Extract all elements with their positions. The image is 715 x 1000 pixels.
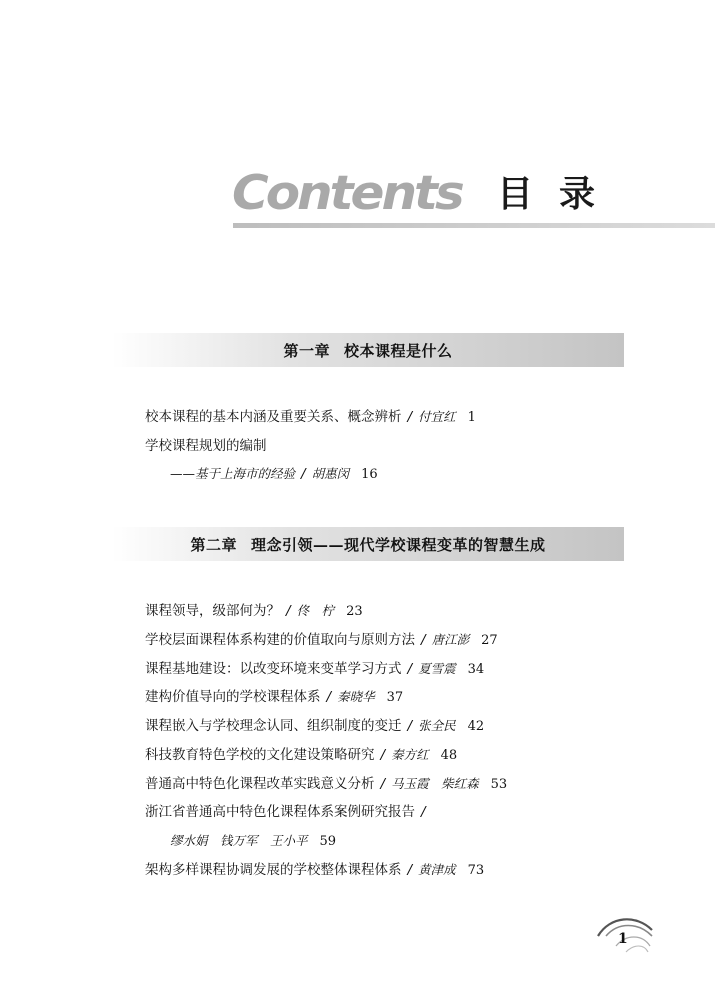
entry-author: 秦方红 [391,747,429,762]
entry-title: 课程嵌入与学校理念认同、组织制度的变迁 [145,718,402,734]
toc-entry[interactable] [145,631,498,650]
entry-page: 53 [490,777,508,792]
entry-page: 48 [440,748,458,763]
page-title: 目录 [497,174,622,215]
chapter-2-name: 理念引领——现代学校课程变革的智慧生成 [251,536,546,554]
entry-author: 张全民 [418,718,456,733]
chapter-1-bar [112,333,624,367]
toc-entry[interactable] [145,775,507,794]
chapter-1-title [112,340,624,361]
entry-page: 42 [467,719,485,734]
separator: / [421,632,426,648]
entry-page: 73 [467,863,485,878]
contents-word: Contents [232,165,462,221]
chapter-2-number: 第二章 [190,536,237,554]
toc-entry[interactable] [145,803,432,821]
chapter-2-bar [112,527,624,561]
toc-entry[interactable] [145,717,484,736]
entry-title: 建构价值导向的学校课程体系 [145,689,321,705]
chapter-1-number: 第一章 [283,342,330,360]
entry-title: 架构多样课程协调发展的学校整体课程体系 [145,862,402,878]
entry-page: 37 [386,690,404,705]
separator: / [407,661,413,677]
heading-rule [233,223,715,228]
entry-title: 课程领导，级部何为？ [145,603,280,619]
page-number: 1 [618,931,628,947]
toc-entry[interactable] [145,602,363,621]
separator: / [380,776,386,792]
entry-author: 佟 柠 [296,603,335,618]
separator: / [286,603,291,619]
separator: / [380,747,386,763]
toc-entry[interactable] [145,746,457,765]
entry-page: 16 [361,467,378,482]
entry-page: 59 [319,834,337,849]
entry-page: 23 [346,604,363,619]
separator: / [421,804,426,820]
entry-page: 27 [481,633,498,648]
separator: / [407,409,413,425]
separator: / [407,718,413,734]
separator: / [301,466,306,482]
toc-entry[interactable] [145,408,476,427]
toc-entry[interactable] [145,861,484,880]
entry-title: 学校课程规划的编制 [145,438,267,454]
entry-page: 34 [467,662,485,677]
toc-entry[interactable] [145,688,403,707]
entry-title: 学校层面课程体系构建的价值取向与原则方法 [145,632,415,648]
entry-title: 普通高中特色化课程改革实践意义分析 [145,776,375,792]
toc-entry-subtitle[interactable] [170,465,378,484]
entry-author: 夏雪震 [418,661,456,676]
entry-author: 黄津成 [418,862,456,877]
entry-author: 唐江澎 [431,632,470,647]
chapter-2-title [112,534,624,555]
entry-subtitle: ——基于上海市的经验 [170,466,296,481]
entry-author: 胡惠闵 [311,466,350,481]
toc-entry[interactable] [145,660,484,679]
entry-title: 浙江省普通高中特色化课程体系案例研究报告 [145,804,415,820]
entry-title: 课程基地建设：以改变环境来变革学习方式 [145,661,402,677]
toc-entry[interactable] [145,437,267,455]
entry-page: 1 [467,410,476,425]
entry-title: 校本课程的基本内涵及重要关系、概念辨析 [145,409,402,425]
entry-author: 马玉霞 柴红森 [391,776,479,791]
separator: / [407,862,413,878]
entry-author: 秦晓华 [337,689,375,704]
entry-author: 缪水娟 钱万军 王小平 [170,833,308,848]
entry-title: 科技教育特色学校的文化建设策略研究 [145,747,375,763]
chapter-1-name: 校本课程是什么 [344,342,453,360]
entry-author: 付宜红 [418,409,456,424]
separator: / [326,689,332,705]
toc-entry-continuation[interactable] [170,832,336,851]
